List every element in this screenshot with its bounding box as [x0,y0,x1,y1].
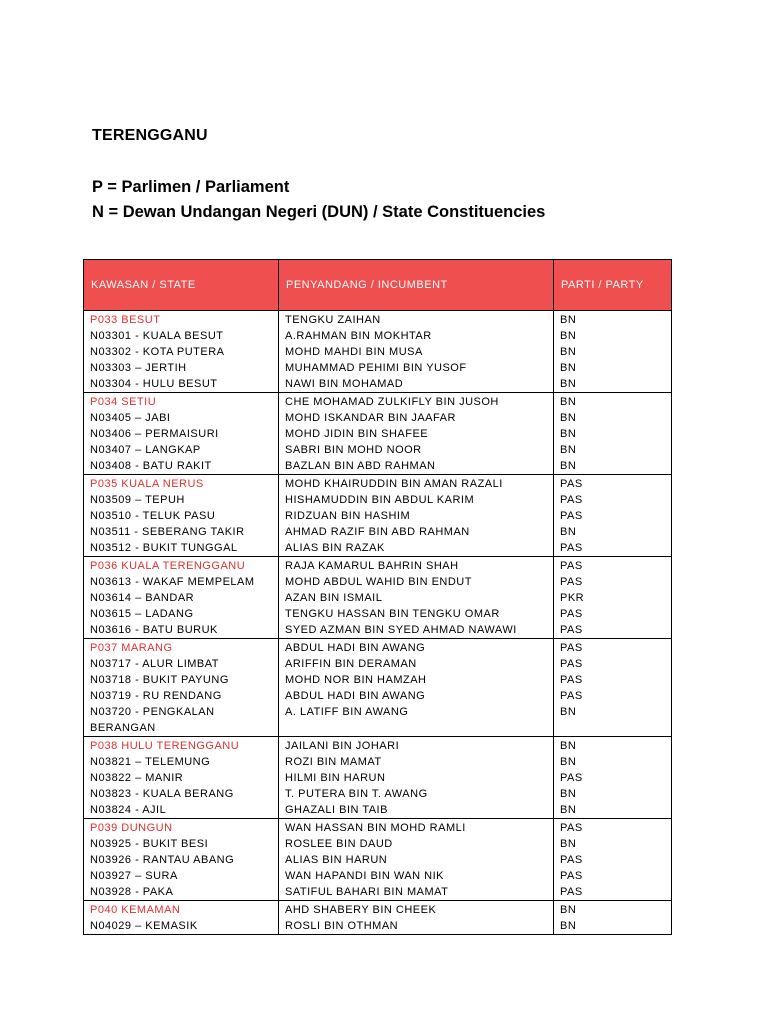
incumbent-name: WAN HASSAN BIN MOHD RAMLI [285,822,466,834]
incumbent-name: ABDUL HADI BIN AWANG [285,642,426,654]
constituency-cell [84,475,279,557]
incumbent-name: ROSLEE BIN DAUD [285,838,393,850]
party-cell [554,393,672,475]
state-seat: N03304 - HULU BESUT [90,378,218,390]
incumbent-name: MUHAMMAD PEHIMI BIN YUSOF [285,362,467,374]
parliament-seat: P036 KUALA TERENGGANU [90,560,246,572]
state-seat: N03718 - BUKIT PAYUNG [90,674,229,686]
incumbent-name: MOHD NOR BIN HAMZAH [285,674,427,686]
header-penyandang-incumbent: PENYANDANG / INCUMBENT [279,260,554,311]
state-seat: N03822 – MANIR [90,772,184,784]
incumbent-name: ALIAS BIN HARUN [285,854,388,866]
constituency-table [83,259,672,935]
party-cell [554,557,672,639]
parliament-seat: P033 BESUT [90,314,161,326]
incumbent-name: WAN HAPANDI BIN WAN NIK [285,870,444,882]
incumbent-name: RIDZUAN BIN HASHIM [285,510,411,522]
incumbent-name: CHE MOHAMAD ZULKIFLY BIN JUSOH [285,396,499,408]
party-name: BN [560,396,577,408]
incumbent-name: SYED AZMAN BIN SYED AHMAD NAWAWI [285,624,517,636]
party-name: BN [560,412,577,424]
parliament-seat: P040 KEMAMAN [90,904,181,916]
party-name: PAS [560,494,583,506]
legend-state-constituencies: N = Dewan Undangan Negeri (DUN) / State Constituencies [92,203,546,221]
table-row [84,737,672,819]
table-row [84,393,672,475]
party-cell [554,819,672,901]
incumbent-name: TENGKU ZAIHAN [285,314,381,326]
incumbent-cell [279,557,554,639]
incumbent-name: ROZI BIN MAMAT [285,756,382,768]
state-seat: N03717 - ALUR LIMBAT [90,658,220,670]
parliament-seat: P034 SETIU [90,396,157,408]
incumbent-name: MOHD MAHDI BIN MUSA [285,346,423,358]
party-name: PKR [560,592,585,604]
incumbent-cell [279,393,554,475]
constituency-cell [84,639,279,737]
parliament-seat: P038 HULU TERENGGANU [90,740,240,752]
constituency-cell [84,311,279,393]
party-name: BN [560,526,577,538]
party-name: BN [560,444,577,456]
state-seat: N03925 - BUKIT BESI [90,838,209,850]
incumbent-name: RAJA KAMARUL BAHRIN SHAH [285,560,459,572]
party-name: PAS [560,542,583,554]
party-name: BN [560,378,577,390]
state-seat: N03511 - SEBERANG TAKIR [90,526,245,538]
incumbent-name: HILMI BIN HARUN [285,772,386,784]
table-row [84,311,672,393]
table-row [84,475,672,557]
incumbent-name: HISHAMUDDIN BIN ABDUL KARIM [285,494,475,506]
incumbent-cell [279,475,554,557]
party-name: BN [560,460,577,472]
state-seat: N03823 - KUALA BERANG [90,788,234,800]
state-seat: N03406 – PERMAISURI [90,428,219,440]
party-name: BN [560,314,577,326]
incumbent-cell [279,819,554,901]
header-kawasan-state: KAWASAN / STATE [84,260,279,311]
constituency-cell [84,557,279,639]
state-seat: N03719 - RU RENDANG [90,690,222,702]
party-name: BN [560,740,577,752]
incumbent-name: A.RAHMAN BIN MOKHTAR [285,330,432,342]
party-name: PAS [560,690,583,702]
state-seat: N03821 – TELEMUNG [90,756,211,768]
party-name: BN [560,904,577,916]
party-cell [554,737,672,819]
state-seat: N03303 – JERTIH [90,362,187,374]
incumbent-cell [279,311,554,393]
incumbent-cell [279,737,554,819]
document-title: TERENGGANU [92,127,208,144]
party-name: BN [560,756,577,768]
parliament-seat: P037 MARANG [90,642,173,654]
party-name: PAS [560,560,583,572]
table-body [84,311,672,935]
state-seat: N03613 - WAKAF MEMPELAM [90,576,255,588]
state-seat: N03927 – SURA [90,870,178,882]
state-seat: N03614 – BANDAR [90,592,195,604]
incumbent-name: GHAZALI BIN TAIB [285,804,388,816]
party-name: PAS [560,510,583,522]
incumbent-name: A. LATIFF BIN AWANG [285,706,409,718]
party-name: PAS [560,576,583,588]
party-name: PAS [560,624,583,636]
incumbent-name: MOHD JIDIN BIN SHAFEE [285,428,429,440]
party-name: BN [560,804,577,816]
table-header-row [84,260,672,311]
incumbent-name: JAILANI BIN JOHARI [285,740,400,752]
incumbent-name: MOHD KHAIRUDDIN BIN AMAN RAZALI [285,478,503,490]
incumbent-name: AHMAD RAZIF BIN ABD RAHMAN [285,526,470,538]
incumbent-name: SABRI BIN MOHD NOOR [285,444,422,456]
table-row [84,639,672,737]
table-row [84,901,672,935]
party-cell [554,639,672,737]
party-name: BN [560,788,577,800]
party-name: PAS [560,870,583,882]
header-parti-party: PARTI / PARTY [554,260,672,311]
incumbent-name: AZAN BIN ISMAIL [285,592,383,604]
parliament-seat: P039 DUNGUN [90,822,173,834]
party-name: PAS [560,674,583,686]
party-cell [554,311,672,393]
state-seat: N03928 - PAKA [90,886,174,898]
constituency-cell [84,737,279,819]
state-seat: N03407 – LANGKAP [90,444,201,456]
party-name: PAS [560,478,583,490]
state-seat: N03615 – LADANG [90,608,194,620]
incumbent-name: SATIFUL BAHARI BIN MAMAT [285,886,449,898]
party-name: PAS [560,854,583,866]
party-name: BN [560,838,577,850]
constituency-cell [84,819,279,901]
incumbent-cell [279,639,554,737]
incumbent-name: AHD SHABERY BIN CHEEK [285,904,437,916]
party-name: PAS [560,608,583,620]
state-seat: N03301 - KUALA BESUT [90,330,224,342]
party-name: PAS [560,642,583,654]
party-cell [554,475,672,557]
table-row [84,819,672,901]
constituency-cell [84,901,279,935]
party-name: PAS [560,822,583,834]
incumbent-name: MOHD ABDUL WAHID BIN ENDUT [285,576,472,588]
party-name: BN [560,330,577,342]
state-seat: N04029 – KEMASIK [90,920,198,932]
state-seat: N03720 - PENGKALAN BERANGAN [90,706,215,734]
state-seat: N03616 - BATU BURUK [90,624,218,636]
party-name: BN [560,428,577,440]
party-name: PAS [560,658,583,670]
state-seat: N03405 – JABI [90,412,171,424]
incumbent-name: MOHD ISKANDAR BIN JAAFAR [285,412,456,424]
party-name: BN [560,346,577,358]
incumbent-name: ARIFFIN BIN DERAMAN [285,658,417,670]
legend-parliament: P = Parlimen / Parliament [92,178,290,196]
incumbent-name: T. PUTERA BIN T. AWANG [285,788,428,800]
party-cell [554,901,672,935]
state-seat: N03512 - BUKIT TUNGGAL [90,542,238,554]
incumbent-name: BAZLAN BIN ABD RAHMAN [285,460,436,472]
party-name: BN [560,706,577,718]
incumbent-name: NAWI BIN MOHAMAD [285,378,404,390]
constituency-cell [84,393,279,475]
incumbent-name: ALIAS BIN RAZAK [285,542,385,554]
incumbent-name: TENGKU HASSAN BIN TENGKU OMAR [285,608,500,620]
state-seat: N03510 - TELUK PASU [90,510,216,522]
state-seat: N03926 - RANTAU ABANG [90,854,235,866]
state-seat: N03509 – TEPUH [90,494,185,506]
party-name: BN [560,920,577,932]
state-seat: N03408 - BATU RAKIT [90,460,212,472]
incumbent-name: ROSLI BIN OTHMAN [285,920,399,932]
state-seat: N03302 - KOTA PUTERA [90,346,225,358]
incumbent-name: ABDUL HADI BIN AWANG [285,690,426,702]
parliament-seat: P035 KUALA NERUS [90,478,204,490]
party-name: BN [560,362,577,374]
table-row [84,557,672,639]
state-seat: N03824 - AJIL [90,804,167,816]
incumbent-cell [279,901,554,935]
party-name: PAS [560,886,583,898]
party-name: PAS [560,772,583,784]
